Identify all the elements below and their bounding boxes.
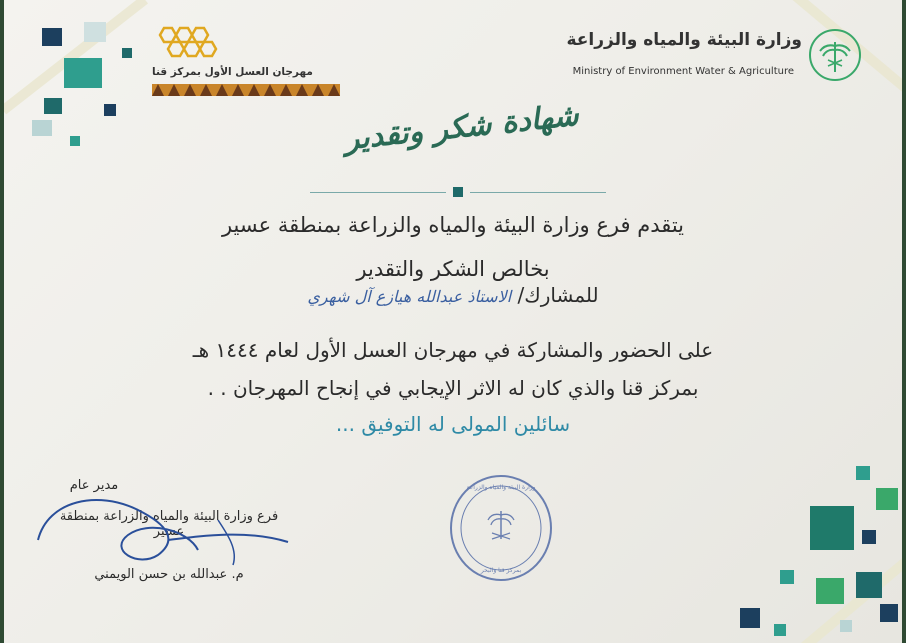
ministry-name-english: Ministry of Environment Water & Agriculture — [572, 66, 794, 77]
deco-square — [840, 620, 852, 632]
deco-square — [70, 136, 80, 146]
ministry-name-arabic: وزارة البيئة والمياه والزراعة — [566, 30, 802, 50]
deco-square — [810, 506, 854, 550]
honeycomb-logo-icon — [152, 24, 222, 66]
deco-square — [780, 570, 794, 584]
deco-square — [816, 578, 844, 604]
festival-logo-text: مهرجان العسل الأول بمركز قنا — [152, 66, 313, 78]
deco-square — [880, 604, 898, 622]
signatory-name: م. عبدالله بن حسن الويمني — [94, 567, 244, 582]
deco-square — [104, 104, 116, 116]
signatory-role: مدير عام — [69, 478, 119, 493]
certificate-title: شهادة شكر وتقدير — [342, 97, 581, 158]
deco-square — [862, 530, 876, 544]
title-divider-dot — [453, 187, 463, 197]
body-line-4: على الحضور والمشاركة في مهرجان العسل الأول لعام ١٤٤٤ هـ — [192, 338, 714, 362]
deco-square — [122, 48, 132, 58]
deco-square — [64, 58, 102, 88]
deco-square — [876, 488, 898, 510]
body-line-1: يتقدم فرع وزارة البيئة والمياه والزراعة بمنطقة عسير — [221, 213, 685, 237]
deco-square — [84, 22, 106, 42]
seal-text-top: وزارة البيئة والمياه والزراعة — [466, 484, 536, 491]
participant-label: للمشارك/ — [517, 283, 599, 307]
deco-square — [774, 624, 786, 636]
body-line-2: بخالص الشكر والتقدير — [356, 257, 550, 281]
official-seal-icon — [448, 473, 554, 583]
deco-square — [44, 98, 62, 114]
palm-emblem-icon — [808, 28, 862, 82]
participant-line — [4, 283, 902, 307]
title-divider — [470, 192, 606, 193]
closing-line: سائلين المولى له التوفيق ... — [335, 412, 571, 436]
festival-pattern-band — [152, 84, 340, 96]
seal-text-bottom: بمركز قنا والبحر — [480, 567, 522, 574]
signatory-branch: فرع وزارة البيئة والمياه والزراعة بمنطقة عسير — [59, 509, 279, 539]
deco-square — [856, 466, 870, 480]
body-line-5: بمركز قنا والذي كان له الاثر الإيجابي في إنجاح المهرجان . . — [207, 376, 699, 400]
participant-name: الاستاذ عبدالله هيازع آل شهري — [307, 287, 512, 306]
certificate-paper — [4, 0, 902, 643]
deco-square — [32, 120, 52, 136]
handwritten-signature-icon — [18, 480, 318, 570]
deco-square — [856, 572, 882, 598]
deco-square — [740, 608, 760, 628]
deco-square — [42, 28, 62, 46]
title-divider — [310, 192, 446, 193]
